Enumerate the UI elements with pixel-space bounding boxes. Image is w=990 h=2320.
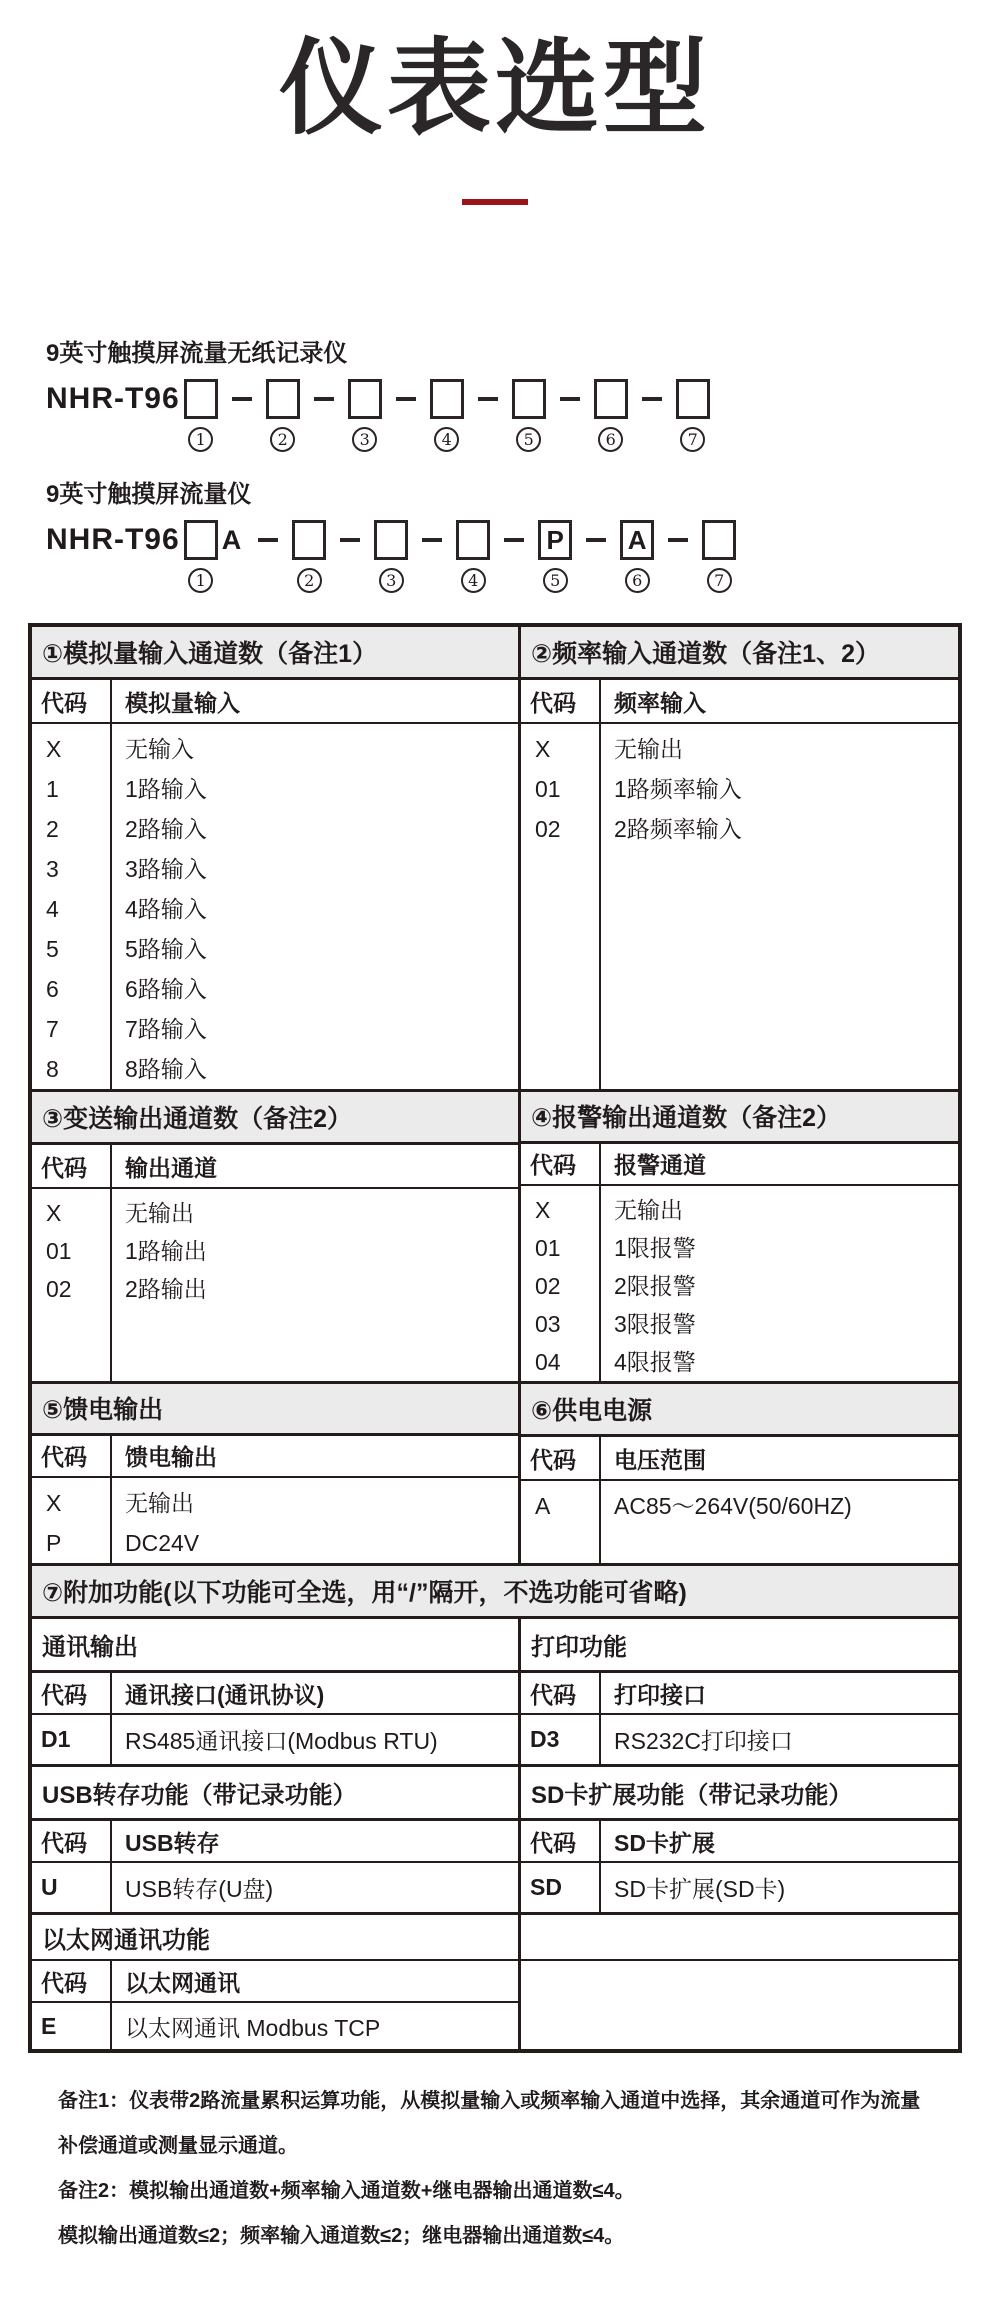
code-header: 代码: [521, 1673, 601, 1713]
column-header-row: [32, 1145, 518, 1189]
code-value: U: [32, 1863, 112, 1912]
code-value: 2: [46, 816, 59, 843]
dash-separator: [314, 397, 334, 401]
section-power-feed: [32, 1381, 958, 1563]
data-row-usb: [32, 1863, 518, 1915]
position-marker: 6: [598, 427, 623, 452]
section-header-alarm-output: ④报警输出通道数（备注2）: [521, 1092, 958, 1143]
desc-header: 模拟量输入: [125, 689, 240, 716]
column-header-row: [521, 1673, 958, 1715]
section-header-additional: ⑦附加功能(以下功能可全选，用“/”隔开，不选功能可省略): [32, 1566, 958, 1619]
code-header: 代码: [521, 1821, 601, 1861]
column-header-row: [521, 680, 958, 724]
footnote-line: 模拟输出通道数≤2；频率输入通道数≤2；继电器输出通道数≤4。: [58, 2225, 625, 2248]
position-marker: 5: [516, 427, 541, 452]
section-header-transmit-output: ③变送输出通道数（备注2）: [32, 1092, 518, 1145]
section-additional-functions: [32, 1563, 958, 2049]
column-header-row: [32, 680, 518, 724]
code-header: 代码: [32, 1145, 112, 1187]
model-code-row: [46, 378, 990, 452]
subheader-comm-output: 通讯输出: [32, 1619, 518, 1673]
desc-header: 以太网通讯: [125, 1969, 240, 1996]
dash-separator: [586, 538, 606, 542]
data-row-sd: [521, 1863, 958, 1915]
selection-table: [28, 623, 962, 2053]
desc-header: SD卡扩展: [614, 1829, 715, 1856]
column-header-row: [32, 1821, 518, 1863]
code-header: 代码: [521, 680, 601, 722]
dash-separator: [504, 538, 524, 542]
dash-separator: [422, 538, 442, 542]
dash-separator: [232, 397, 252, 401]
footnote-line: 备注1：仪表带2路流量累积运算功能，从模拟量输入或频率输入通道中选择，其余通道可作为流量: [58, 2090, 921, 2113]
subheader-print: 打印功能: [521, 1619, 958, 1673]
code-value: 1: [46, 776, 59, 803]
data-row-ethernet: [32, 2003, 518, 2049]
model-segment: [184, 519, 293, 593]
dash-separator: [642, 397, 662, 401]
data-row-print: [521, 1715, 958, 1767]
model-option-box: [620, 520, 654, 560]
position-marker: 4: [434, 427, 459, 452]
code-header: 代码: [32, 680, 112, 722]
column-header-row: [32, 1961, 518, 2003]
section-header-power-supply: ⑥供电电源: [521, 1384, 958, 1437]
desc-header: 频率输入: [614, 689, 706, 716]
dash-separator: [478, 397, 498, 401]
desc-value: DC24V: [125, 1530, 200, 1557]
code-header: 代码: [32, 1673, 112, 1713]
position-marker: 5: [543, 568, 568, 593]
model-option-box: [184, 520, 218, 560]
position-marker: 7: [707, 568, 732, 593]
position-marker: 3: [352, 427, 377, 452]
dash-separator: [668, 538, 688, 542]
section-header-analog-input: ①模拟量输入通道数（备注1）: [32, 627, 518, 680]
model-option-box: [348, 379, 382, 419]
desc-value: 1路频率输入: [614, 776, 742, 803]
model-option-box: [266, 379, 300, 419]
model-composition: [46, 333, 990, 593]
empty-cell: [521, 1961, 958, 2049]
footnotes: [58, 2079, 990, 2259]
column-header-row: [521, 1821, 958, 1863]
model-segment: [456, 519, 538, 593]
desc-value: 以太网通讯 Modbus TCP: [125, 2014, 381, 2041]
option-box-letter: P: [546, 525, 564, 556]
model-option-box: [430, 379, 464, 419]
code-value: 7: [46, 1016, 59, 1043]
dash-separator: [560, 397, 580, 401]
code-value: E: [32, 2003, 112, 2049]
model-segment: [702, 519, 736, 593]
model-option-box: [456, 520, 490, 560]
code-value: 03: [535, 1311, 561, 1338]
desc-value: 4限报警: [614, 1349, 696, 1376]
data-block: [32, 724, 518, 1089]
position-marker: 1: [188, 568, 213, 593]
desc-header: 打印接口: [614, 1681, 706, 1708]
code-value: 3: [46, 856, 59, 883]
code-value: X: [535, 1197, 551, 1224]
subheader-ethernet: 以太网通讯功能: [32, 1915, 518, 1961]
dash-separator: [340, 538, 360, 542]
model-segment: [374, 519, 456, 593]
model-segment: [184, 378, 266, 452]
data-block: [32, 1478, 518, 1563]
code-value: 01: [46, 1238, 72, 1265]
code-value: 02: [535, 816, 561, 843]
footnote-line: 补偿通道或测量显示通道。: [58, 2135, 298, 2158]
fixed-letter: A: [221, 524, 242, 555]
code-value: A: [535, 1493, 551, 1520]
data-block: [521, 1186, 958, 1381]
model-label: 9英寸触摸屏流量仪: [46, 481, 252, 509]
model-segment: [676, 378, 710, 452]
model-option-box: [292, 520, 326, 560]
position-marker: 7: [680, 427, 705, 452]
desc-value: 3路输入: [125, 856, 207, 883]
title-divider: [462, 199, 528, 205]
model-segment: [538, 519, 620, 593]
data-row-comm: [32, 1715, 518, 1767]
desc-value: 3限报警: [614, 1311, 696, 1338]
desc-header: USB转存: [125, 1829, 220, 1856]
column-header-row: [32, 1436, 518, 1479]
desc-header: 电压范围: [614, 1446, 706, 1473]
model-option-box: [538, 520, 572, 560]
position-marker: 4: [461, 568, 486, 593]
dash-separator: [258, 538, 278, 542]
code-value: 02: [535, 1273, 561, 1300]
model-segment: [620, 519, 702, 593]
position-marker: 3: [379, 568, 404, 593]
desc-value: SD卡扩展(SD卡): [614, 1876, 786, 1903]
desc-value: 7路输入: [125, 1016, 207, 1043]
subheader-sd: SD卡扩展功能（带记录功能）: [521, 1767, 958, 1821]
model-segment: [594, 378, 676, 452]
section-header-frequency-input: ②频率输入通道数（备注1、2）: [521, 627, 958, 680]
model-option-box: [184, 379, 218, 419]
section-header-feed-output: ⑤馈电输出: [32, 1384, 518, 1435]
model-segment: [292, 519, 374, 593]
model-segment: [430, 378, 512, 452]
code-value: 4: [46, 896, 59, 923]
code-value: 01: [535, 1235, 561, 1262]
column-header-row: [32, 1673, 518, 1715]
desc-value: 8路输入: [125, 1056, 207, 1083]
desc-value: 无输出: [125, 1200, 194, 1227]
column-header-row: [521, 1437, 958, 1481]
desc-value: USB转存(U盘): [125, 1876, 274, 1903]
desc-header: 馈电输出: [125, 1444, 217, 1471]
code-value: D1: [32, 1715, 112, 1764]
option-box-letter: A: [627, 525, 647, 556]
section-transmit-alarm: [32, 1089, 958, 1381]
desc-value: 1路输入: [125, 776, 207, 803]
code-header: 代码: [32, 1436, 112, 1477]
model-block-recorder: [46, 333, 990, 452]
code-value: 01: [535, 776, 561, 803]
position-marker: 2: [270, 427, 295, 452]
model-option-box: [374, 520, 408, 560]
page-title: 仪表选型: [278, 31, 711, 147]
desc-header: 报警通道: [614, 1152, 706, 1179]
model-option-box: [594, 379, 628, 419]
desc-value: 无输入: [125, 736, 194, 763]
desc-value: 5路输入: [125, 936, 207, 963]
desc-value: 2路输出: [125, 1276, 207, 1303]
desc-value: 2路频率输入: [614, 816, 742, 843]
model-option-box: [702, 520, 736, 560]
dash-separator: [396, 397, 416, 401]
code-value: 6: [46, 976, 59, 1003]
code-value: X: [46, 1490, 62, 1517]
code-value: SD: [521, 1863, 601, 1912]
desc-value: 无输出: [125, 1490, 194, 1517]
model-code-row: [46, 519, 990, 593]
position-marker: 2: [297, 568, 322, 593]
desc-value: AC85～264V(50/60HZ): [614, 1493, 852, 1520]
model-prefix: NHR-T96: [46, 382, 180, 416]
code-value: X: [46, 1200, 62, 1227]
model-segment: [348, 378, 430, 452]
section-analog-frequency: [32, 627, 958, 1089]
model-block-flowmeter: [46, 474, 990, 593]
footnote-line: 备注2：模拟输出通道数+频率输入通道数+继电器输出通道数≤4。: [58, 2180, 635, 2203]
position-marker: 6: [625, 568, 650, 593]
model-segment: [266, 378, 348, 452]
desc-value: 6路输入: [125, 976, 207, 1003]
empty-cell: [521, 1915, 958, 1961]
desc-header: 通讯接口(通讯协议): [125, 1681, 325, 1708]
desc-header: 输出通道: [125, 1154, 217, 1181]
model-option-box: [676, 379, 710, 419]
desc-value: RS485通讯接口(Modbus RTU): [125, 1728, 438, 1755]
code-value: X: [46, 736, 62, 763]
desc-value: 无输出: [614, 736, 683, 763]
column-header-row: [521, 1144, 958, 1187]
code-header: 代码: [32, 1961, 112, 2001]
code-header: 代码: [521, 1437, 601, 1479]
data-block: [521, 724, 958, 1089]
desc-value: 1路输出: [125, 1238, 207, 1265]
code-value: 5: [46, 936, 59, 963]
code-value: 04: [535, 1349, 561, 1376]
model-prefix: NHR-T96: [46, 523, 180, 557]
data-block: [521, 1481, 958, 1563]
code-value: P: [46, 1530, 62, 1557]
code-value: D3: [521, 1715, 601, 1764]
model-label: 9英寸触摸屏流量无纸记录仪: [46, 340, 348, 368]
model-option-box: [512, 379, 546, 419]
desc-value: 4路输入: [125, 896, 207, 923]
desc-value: 1限报警: [614, 1235, 696, 1262]
desc-value: 无输出: [614, 1197, 683, 1224]
desc-value: 2路输入: [125, 816, 207, 843]
code-value: X: [535, 736, 551, 763]
code-value: 8: [46, 1056, 59, 1083]
code-header: 代码: [32, 1821, 112, 1861]
subheader-usb: USB转存功能（带记录功能）: [32, 1767, 518, 1821]
desc-value: RS232C打印接口: [614, 1728, 793, 1755]
data-block: [32, 1189, 518, 1381]
code-value: 02: [46, 1276, 72, 1303]
model-segment: [512, 378, 594, 452]
code-header: 代码: [521, 1144, 601, 1185]
position-marker: 1: [188, 427, 213, 452]
desc-value: 2限报警: [614, 1273, 696, 1300]
